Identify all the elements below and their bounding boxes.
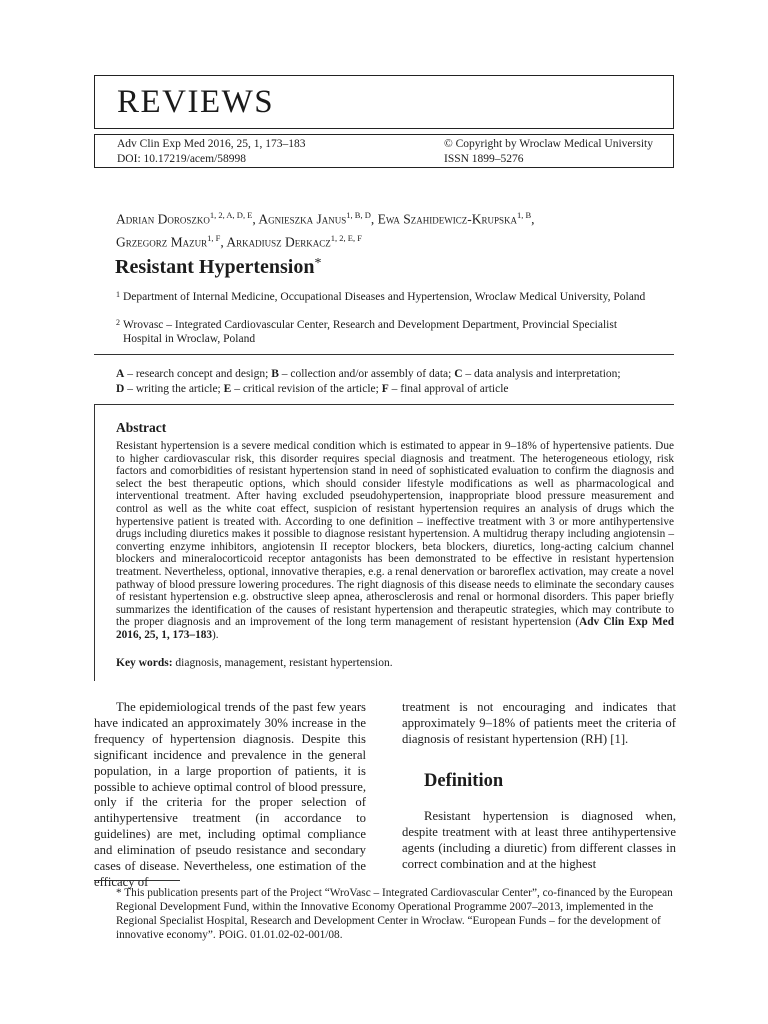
citation-box — [94, 134, 674, 168]
title-footnote-mark: * — [314, 256, 322, 271]
contrib-e: critical revision of the article; — [242, 382, 379, 395]
contrib-f: final approval of article — [400, 382, 509, 395]
author-list: Adrian Doroszko$^{1, 2, A, D, E}$, Agnieszka Janus$^{1, B, D}$, Ewa Szahidewicz-Krupska$^{1, B}$, Grzegorz Mazur$^{1, F}$, Arkadiusz Derkacz$^{1, 2, E, F}$ — [116, 210, 535, 249]
abstract-body: Resistant hypertension is a severe medical condition which is estimated to appear in 9–18% of hypertensive patients. Due to higher cardiovascular risk, this disorder requires special diagnosis and treatment. The heterogeneous etiology, risk factors and comorbidities of resistant hypertension stand in need of sophisticated evaluation to confirm the diagnosis and select the best therapeutic options, which should consider lifestyle modifications as well as pharmacological and interventional treatment. After having excluded pseudohypertension, inappropriate blood pressure measurement and control as well as the white coat effect, suspicion of resistant hypertension requires an analysis of drugs which the hypertensive patient is treated with. According to one definition – ineffective treatment with 3 or more antihypertensive drugs including diuretics makes it possible to diagnose resistant hypertension. A multidrug therapy including angiotensin – converting enzyme inhibitors, angiotensin II receptor blockers, beta blockers, diuretics, long-acting calcium channel blockers and mineralocorticoid receptor antagonists has been demonstrated to be effective in resistant hypertension treatment. Nevertheless, optional, innovative therapies, e.g. a renal denervation or baroreflex activation, may create a novel pathway of blood pressure lowering procedures. The right diagnosis of this disease needs to eliminate the secondary causes of resistant hypertension e.g. obstructive sleep apnea, atherosclerosis and renal or hormonal disorders. This paper briefly summarizes the identification of the causes of resistant hypertension and therapeutic strategies, which may contribute to the proper diagnosis and an improvement of the long term management of resistant hypertension ( — [116, 440, 674, 629]
affiliation-text: Wrovasc – Integrated Cardiovascular Center, Research and Development Department, Provincial Specialist Hospital in Wroclaw, Poland — [123, 319, 618, 345]
affiliation — [116, 291, 656, 305]
article-title — [115, 256, 321, 279]
author-contributions: A – research concept and design; B – collection and/or assembly of data; C – data analysis and interpretation; D – writing the article; E – critical revision of the article; F – final approval of article — [116, 368, 621, 395]
affiliation-number: 1 — [116, 290, 120, 299]
contrib-d: writing the article; — [135, 382, 221, 395]
section-header-box — [94, 75, 674, 129]
section-title: REVIEWS — [117, 84, 275, 120]
doi[interactable]: DOI: 10.17219/acem/58998 — [117, 153, 247, 165]
author-affiliation-marks: 1, B — [516, 210, 532, 220]
keywords — [116, 657, 393, 669]
author-name: Grzegorz Mazur — [116, 234, 208, 249]
author-affiliation-marks: 1, F — [207, 232, 221, 243]
issn: ISSN 1899–5276 — [444, 153, 524, 165]
author-name: Agnieszka Janus — [258, 211, 347, 227]
author-affiliation-marks: 1, 2, A, D, E — [209, 210, 253, 220]
footnote-mark: * — [116, 887, 122, 899]
divider — [94, 354, 674, 355]
body-left-column: The epidemiological trends of the past few years have indicated an approximately 30% increase in the frequency of hypertension diagnosis. Despite this significant incidence and prevalence in the general population, in a large proportion of patients, it is possible to achieve optimal control of blood pressure, only if the criteria for the proper selection of antihypertensive treatment (in accordance to guidelines) are met, including optimal compliance and elimination of pseudo resistance and secondary cases of disease. Nevertheless, one estimation of the efficacy of — [94, 700, 367, 889]
body-right-column-top: treatment is not encouraging and indicates that approximately 9–18% of patients meet the criteria of diagnosis of resistant hypertension (RH) [1]. — [402, 700, 676, 746]
article-title-text: Resistant Hypertension — [115, 256, 315, 278]
affiliation-number: 2 — [116, 318, 120, 327]
affiliation — [116, 319, 656, 346]
keywords-label: Key words: — [116, 657, 173, 669]
copyright: © Copyright by Wroclaw Medical University — [444, 138, 653, 150]
footnote — [116, 887, 676, 943]
definition-text: Resistant hypertension is diagnosed when, despite treatment with at least three antihypertensive agents (including a diuretic) from different classes in correct combination and at the highest — [402, 809, 676, 871]
contrib-b: collection and/or assembly of data; — [290, 368, 452, 380]
abstract-citation: Adv Clin Exp Med 2016, 25, 1, 173–183 — [116, 616, 674, 641]
definition-heading: Definition — [424, 771, 504, 791]
author-name: Arkadiusz Derkacz — [226, 234, 331, 249]
abstract-text — [116, 440, 674, 642]
contrib-c: data analysis and interpretation; — [474, 368, 621, 380]
citation-info — [117, 137, 305, 167]
author-affiliation-marks: 1, B, D — [346, 210, 371, 220]
abstract-heading: Abstract — [116, 420, 167, 435]
abstract-closing: ). — [212, 628, 219, 641]
keywords-text: diagnosis, management, resistant hypertension. — [172, 657, 393, 669]
footnote-divider — [94, 880, 180, 881]
author-affiliation-marks: 1, 2, E, F — [330, 232, 362, 243]
affiliation-text: Department of Internal Medicine, Occupational Diseases and Hypertension, Wroclaw Medical University, Poland — [123, 291, 646, 303]
copyright-info — [444, 137, 653, 167]
author-name: Adrian Doroszko — [116, 211, 210, 227]
footnote-text: This publication presents part of the Project “WroVasc – Integrated Cardiovascular Center”, co-financed by the European Regional Development Fund, within the Innovative Economy Operational Programme 2007–2013, implemented in the Regional Specialist Hospital, Research and Development Center in Wrocław. “European Funds – for the development of innovative economy”. POiG. 01.01.02-02-001/08. — [116, 887, 673, 941]
author-name: Ewa Szahidewicz-Krupska — [377, 211, 517, 227]
journal-citation: Adv Clin Exp Med 2016, 25, 1, 173–183 — [117, 138, 306, 150]
contrib-a: research concept and design; — [135, 368, 269, 380]
